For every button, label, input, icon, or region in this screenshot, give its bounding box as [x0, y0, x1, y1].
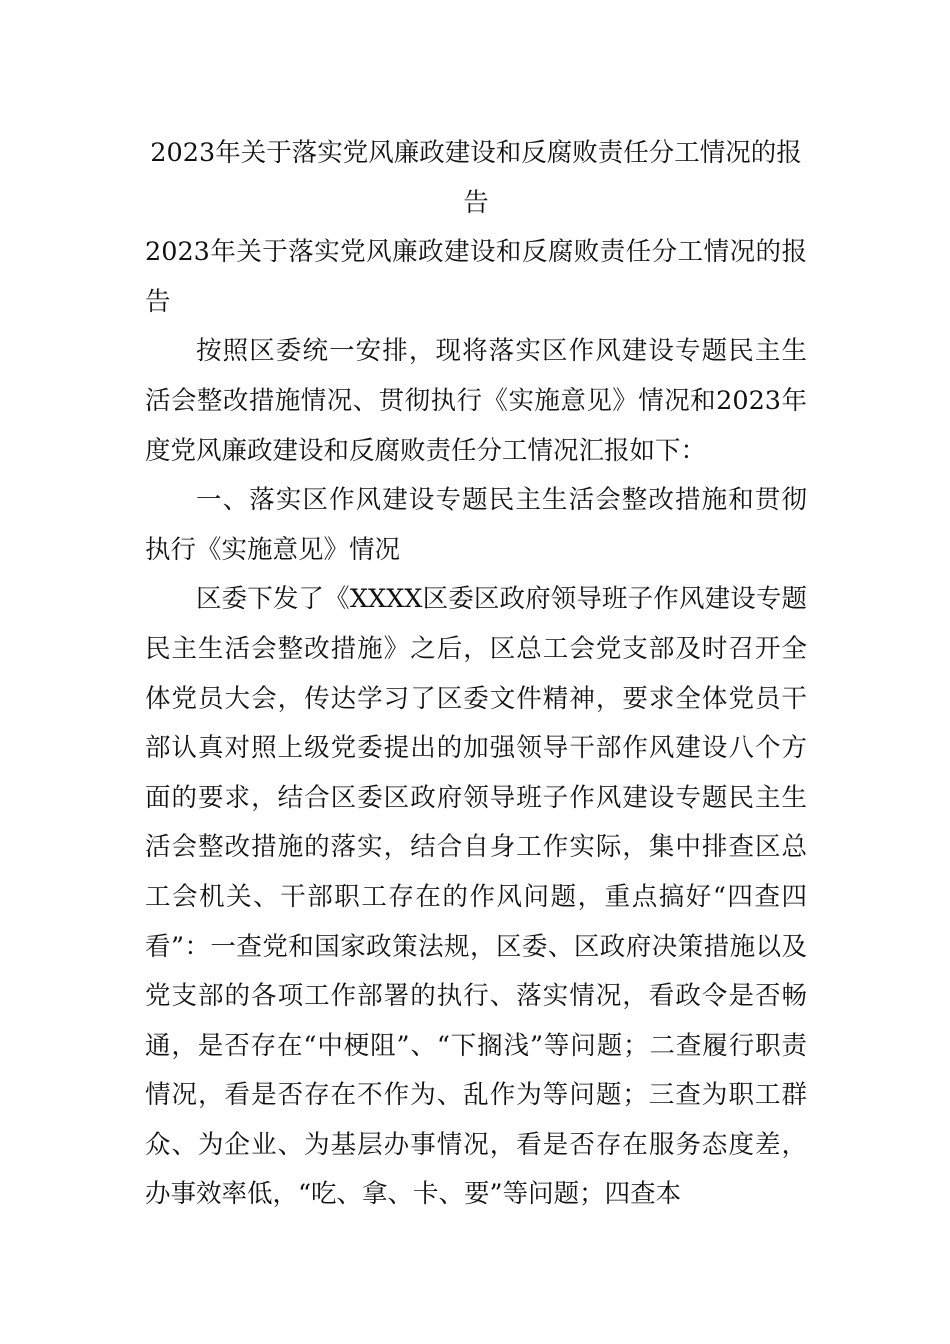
document-subtitle: 2023年关于落实党风廉政建设和反腐败责任分工情况的报告 [145, 237, 807, 317]
paragraph-body-1: 区委下发了《XXXX区委区政府领导班子作风建设专题民主生活会整改措施》之后，区总工会党支部及时召开全体党员大会，传达学习了区委文件精神，要求全体党员干部认真对照上级党委提出的加强领导干部作风建设八个方面的要求，结合区委区政府领导班子作风建设专题民主生活会整改措施的落实，结合自身工作实际，集中排查区总工会机关、干部职工存在的作风问题，重点搞好“四查四看”：一查党和国家政策法规，区委、区政府决策措施以及党支部的各项工作部署的执行、落实情况，看政令是否畅通，是否存在“中梗阻”、“下搁浅”等问题；二查履行职责情况，看是否存在不作为、乱作为等问题；三查为职工群众、为企业、为基层办事情况，看是否存在服务态度差，办事效率低，“吃、拿、卡、要”等问题；四查本 [145, 584, 807, 1210]
document-body [145, 129, 807, 1220]
section-heading-1: 一、落实区作风建设专题民主生活会整改措施和贯彻执行《实施意见》情况 [145, 485, 807, 565]
document-title: 2023年关于落实党风廉政建设和反腐败责任分工情况的报告 [150, 138, 802, 218]
paragraph-intro: 按照区委统一安排，现将落实区作风建设专题民主生活会整改措施情况、贯彻执行《实施意见》情况和2023年度党风廉政建设和反腐败责任分工情况汇报如下： [145, 336, 807, 466]
